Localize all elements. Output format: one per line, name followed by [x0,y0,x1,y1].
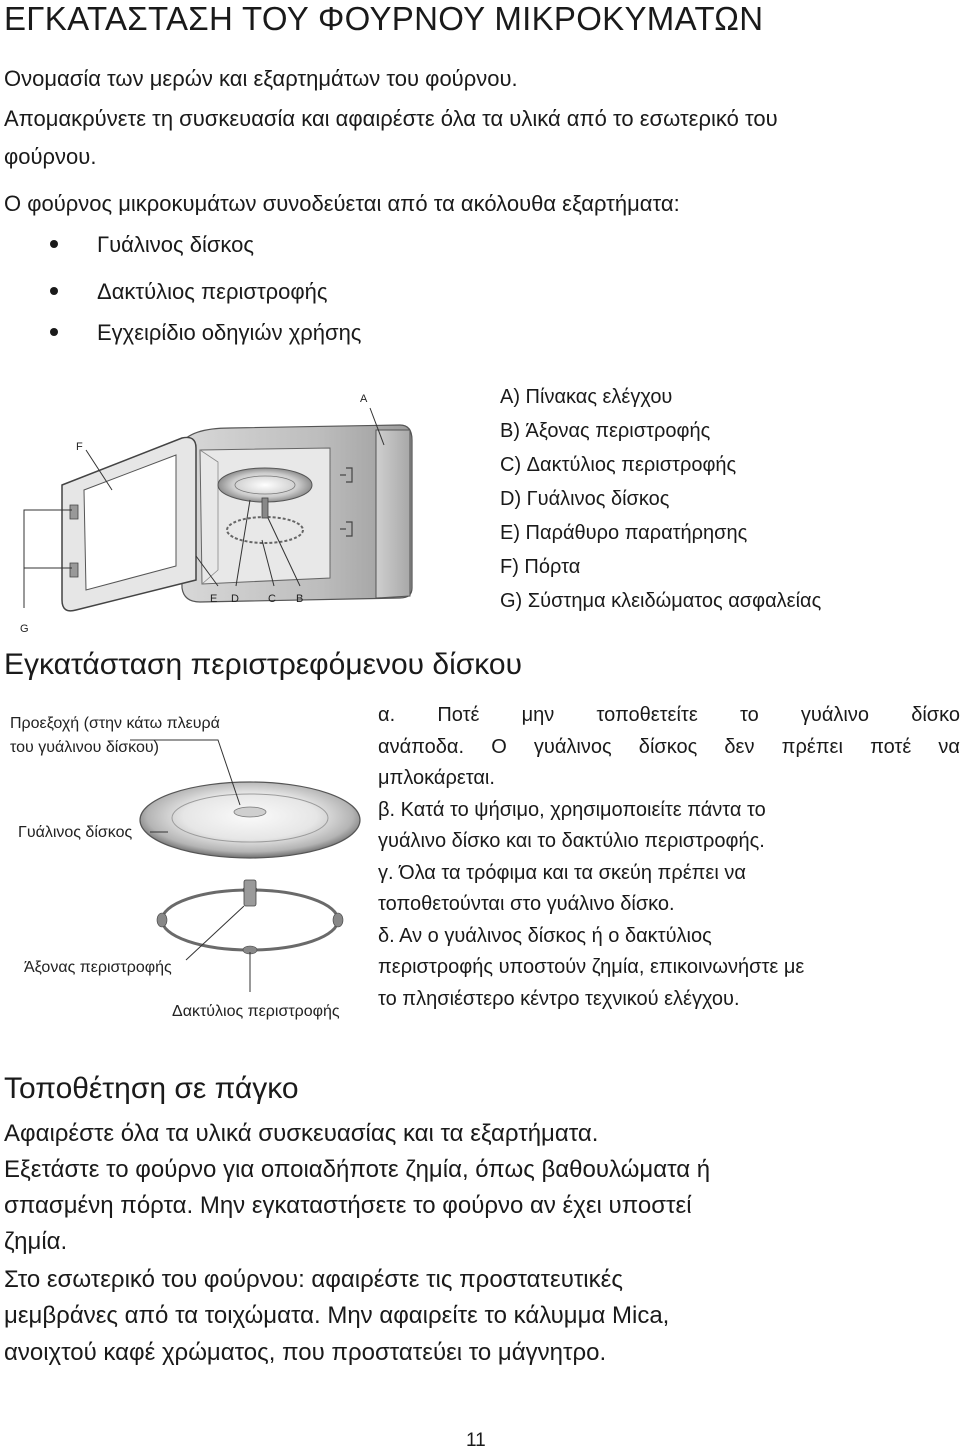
part-item: D) Γυάλινος δίσκος [500,488,670,510]
part-item: E) Παράθυρο παρατήρησης [500,522,748,544]
countertop-line: ζημία. [4,1228,68,1255]
bullet-icon [50,328,58,336]
intro-line-1: Ονομασία των μερών και εξαρτημάτων του φούρνου. [4,66,518,91]
label-protrusion-line2: του γυάλινου δίσκου) [10,739,159,756]
shaft-illustration [244,880,256,906]
instruction-line: περιστροφής υποστούν ζημία, επικοινωνήστε με [378,956,805,978]
label-glass-tray: Γυάλινος δίσκος [18,824,133,841]
countertop-line: Εξετάστε το φούρνο για οποιαδήποτε ζημία, όπως βαθουλώματα ή [4,1156,711,1183]
part-item: G) Σύστημα κλειδώματος ασφαλείας [500,590,822,612]
label-a: A [360,393,368,405]
label-shaft: Άξονας περιστροφής [24,959,172,976]
instruction-line: ανάποδα. Ο γυάλινος δίσκος δεν πρέπει ποτέ να [378,735,960,758]
page-title: ΕΓΚΑΤΑΣΤΑΣΗ ΤΟΥ ΦΟΥΡΝΟΥ ΜΙΚΡΟΚΥΜΑΤΩΝ [4,0,764,37]
label-ring: Δακτύλιος περιστροφής [172,1003,340,1020]
instruction-line: δ. Αν ο γυάλινος δίσκος ή ο δακτύλιος [378,924,712,947]
part-item: F) Πόρτα [500,556,581,578]
accessory-label: Δακτύλιος περιστροφής [97,279,328,304]
instruction-line: β. Κατά το ψήσιμο, χρησιμοποιείτε πάντα το [378,798,766,821]
turntable-diagram [0,700,370,1030]
label-protrusion-line1: Προεξοχή (στην κάτω πλευρά [10,715,220,732]
instruction-line: α. Ποτέ μην τοποθετείτε το γυάλινο δίσκο [378,704,960,726]
countertop-line: μεμβράνες από τα τοιχώματα. Μην αφαιρείτε το κάλυμμα Mica, [4,1302,670,1329]
instruction-line: μπλοκάρεται. [378,767,495,789]
label-f: F [76,441,83,453]
turntable-instructions [378,700,960,1015]
instruction-line: γυάλινο δίσκο και το δακτύλιο περιστροφής. [378,830,765,852]
accessory-label: Εγχειρίδιο οδηγιών χρήσης [97,320,362,345]
instruction-line: το πλησιέστερο κέντρο τεχνικού ελέγχου. [378,987,740,1010]
label-b: B [296,593,304,605]
oven-parts-diagram [0,370,480,640]
intro-line-3: φούρνου. [4,144,97,169]
control-panel [376,430,410,598]
accessory-label: Γυάλινος δίσκος [97,232,254,257]
countertop-line: Στο εσωτερικό του φούρνου: αφαιρέστε τις προστατευτικές [4,1266,623,1293]
label-c: C [268,593,276,605]
part-item: A) Πίνακας ελέγχου [500,386,673,408]
intro-line-2: Απομακρύνετε τη συσκευασία και αφαιρέστε όλα τα υλικά από το εσωτερικό του [4,106,778,131]
glass-tray-illustration [140,782,360,858]
turntable-heading: Εγκατάσταση περιστρεφόμενου δίσκου [4,648,523,681]
part-item: C) Δακτύλιος περιστροφής [500,454,737,476]
parts-list [500,380,821,618]
bullet-icon [50,287,58,295]
bullet-icon [50,240,58,248]
page-number: 11 [466,1430,486,1451]
part-item: B) Άξονας περιστροφής [500,420,711,442]
instruction-line: γ. Όλα τα τρόφιμα και τα σκεύη πρέπει να [378,861,746,884]
intro-line-4: Ο φούρνος μικροκυμάτων συνοδεύεται από τα ακόλουθα εξαρτήματα: [4,191,680,216]
label-d: D [231,593,239,605]
instruction-line: τοποθετούνται στο γυάλινο δίσκο. [378,893,675,915]
countertop-line: Αφαιρέστε όλα τα υλικά συσκευασίας και τα εξαρτήματα. [4,1120,599,1147]
label-e: E [210,593,218,605]
countertop-line: ανοιχτού καφέ χρώματος, που προστατεύει το μάγνητρο. [4,1339,607,1366]
label-g: G [20,623,29,635]
glass-tray-shape [218,468,312,502]
shaft-shape [262,498,268,518]
countertop-heading: Τοποθέτηση σε πάγκο [4,1072,299,1105]
countertop-line: σπασμένη πόρτα. Μην εγκαταστήσετε το φούρνο αν έχει υποστεί [4,1192,692,1219]
